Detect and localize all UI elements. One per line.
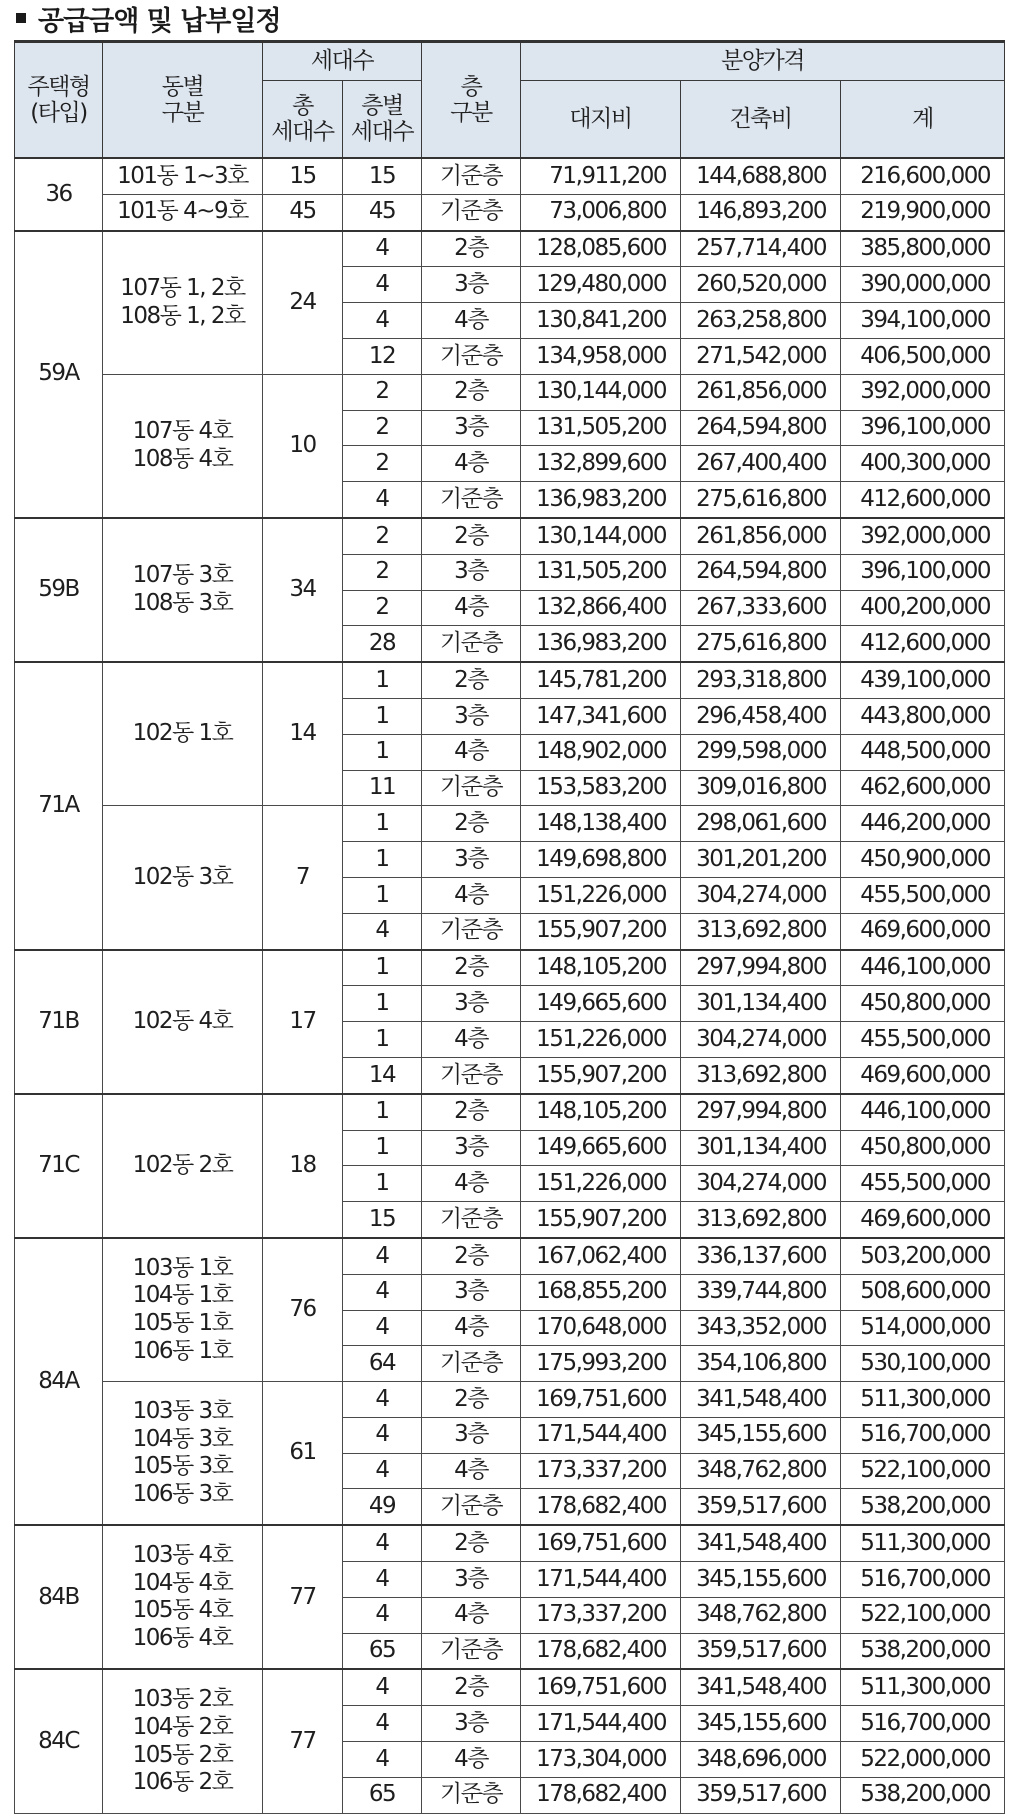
cell-total-price: 522,100,000: [841, 1597, 1005, 1633]
cell-building-cost: 339,744,800: [681, 1274, 841, 1310]
table-row: [15, 1525, 1005, 1561]
cell-land-cost: 148,105,200: [521, 950, 681, 986]
cell-building-cost: 341,548,400: [681, 1525, 841, 1561]
cell-total-households: 76: [263, 1238, 343, 1382]
cell-total-price: 450,800,000: [841, 1130, 1005, 1166]
cell-floor-households: 4: [343, 1706, 422, 1742]
cell-land-cost: 175,993,200: [521, 1346, 681, 1382]
table-row: [15, 194, 1005, 230]
cell-land-cost: 145,781,200: [521, 662, 681, 698]
cell-floor: 2층: [422, 1094, 521, 1130]
cell-land-cost: 173,337,200: [521, 1597, 681, 1633]
table-row: [15, 1382, 1005, 1418]
cell-building-cost: 341,548,400: [681, 1382, 841, 1418]
cell-land-cost: 151,226,000: [521, 1022, 681, 1058]
cell-floor: 3층: [422, 1417, 521, 1453]
cell-floor: 기준층: [422, 338, 521, 374]
cell-total-price: 511,300,000: [841, 1525, 1005, 1561]
cell-land-cost: 169,751,600: [521, 1669, 681, 1705]
cell-land-cost: 170,648,000: [521, 1310, 681, 1346]
cell-total-price: 392,000,000: [841, 374, 1005, 410]
cell-dong: 102동 2호: [103, 1094, 263, 1238]
cell-land-cost: 171,544,400: [521, 1706, 681, 1742]
cell-type: 36: [15, 158, 103, 231]
cell-floor-households: 1: [343, 662, 422, 698]
cell-floor-households: 4: [343, 231, 422, 267]
cell-floor: 2층: [422, 1525, 521, 1561]
cell-building-cost: 301,201,200: [681, 842, 841, 878]
cell-floor: 기준층: [422, 1777, 521, 1813]
cell-floor-households: 4: [343, 1453, 422, 1489]
cell-land-cost: 71,911,200: [521, 158, 681, 194]
cell-floor-households: 4: [343, 1238, 422, 1274]
cell-total-price: 455,500,000: [841, 1022, 1005, 1058]
cell-total-price: 455,500,000: [841, 1166, 1005, 1202]
cell-floor-households: 1: [343, 842, 422, 878]
cell-total-price: 439,100,000: [841, 662, 1005, 698]
cell-land-cost: 136,983,200: [521, 626, 681, 662]
cell-floor-households: 4: [343, 482, 422, 518]
cell-floor: 3층: [422, 1274, 521, 1310]
cell-floor-households: 1: [343, 877, 422, 913]
cell-floor: 3층: [422, 554, 521, 590]
cell-total-price: 443,800,000: [841, 698, 1005, 734]
cell-land-cost: 132,866,400: [521, 590, 681, 626]
cell-total-price: 448,500,000: [841, 734, 1005, 770]
cell-floor: 4층: [422, 1453, 521, 1489]
cell-total-price: 400,200,000: [841, 590, 1005, 626]
cell-building-cost: 267,400,400: [681, 446, 841, 482]
price-table: [14, 40, 1005, 1814]
cell-floor-households: 1: [343, 806, 422, 842]
cell-building-cost: 359,517,600: [681, 1777, 841, 1813]
cell-building-cost: 264,594,800: [681, 410, 841, 446]
cell-floor: 4층: [422, 877, 521, 913]
cell-floor-households: 65: [343, 1633, 422, 1669]
cell-floor-households: 14: [343, 1057, 422, 1093]
cell-building-cost: 343,352,000: [681, 1310, 841, 1346]
cell-total-price: 469,600,000: [841, 913, 1005, 949]
cell-land-cost: 178,682,400: [521, 1777, 681, 1813]
cell-floor: 4층: [422, 1597, 521, 1633]
cell-building-cost: 296,458,400: [681, 698, 841, 734]
cell-floor-households: 4: [343, 1417, 422, 1453]
cell-building-cost: 309,016,800: [681, 770, 841, 806]
cell-building-cost: 297,994,800: [681, 950, 841, 986]
cell-total-households: 7: [263, 806, 343, 950]
cell-dong: 107동 1, 2호 108동 1, 2호: [103, 231, 263, 375]
cell-floor: 3층: [422, 1130, 521, 1166]
cell-floor-households: 11: [343, 770, 422, 806]
cell-building-cost: 271,542,000: [681, 338, 841, 374]
cell-land-cost: 129,480,000: [521, 267, 681, 303]
cell-floor-households: 4: [343, 1274, 422, 1310]
cell-building-cost: 146,893,200: [681, 194, 841, 230]
cell-total-price: 530,100,000: [841, 1346, 1005, 1382]
cell-building-cost: 275,616,800: [681, 482, 841, 518]
cell-building-cost: 336,137,600: [681, 1238, 841, 1274]
cell-building-cost: 263,258,800: [681, 303, 841, 339]
table-row: [15, 158, 1005, 194]
cell-building-cost: 354,106,800: [681, 1346, 841, 1382]
table-row: [15, 231, 1005, 267]
cell-type: 84B: [15, 1525, 103, 1669]
cell-dong: 102동 3호: [103, 806, 263, 950]
cell-total-households: 10: [263, 374, 343, 518]
cell-building-cost: 301,134,400: [681, 986, 841, 1022]
cell-floor-households: 1: [343, 1094, 422, 1130]
cell-building-cost: 345,155,600: [681, 1562, 841, 1598]
section-title: [16, 0, 281, 36]
cell-floor: 3층: [422, 410, 521, 446]
cell-land-cost: 134,958,000: [521, 338, 681, 374]
cell-total-price: 508,600,000: [841, 1274, 1005, 1310]
cell-floor: 2층: [422, 662, 521, 698]
cell-total-price: 450,800,000: [841, 986, 1005, 1022]
cell-floor-households: 4: [343, 1562, 422, 1598]
cell-total-households: 77: [263, 1525, 343, 1669]
cell-land-cost: 173,304,000: [521, 1742, 681, 1778]
cell-floor: 4층: [422, 734, 521, 770]
table-row: [15, 950, 1005, 986]
cell-total-price: 516,700,000: [841, 1562, 1005, 1598]
cell-floor: 4층: [422, 1166, 521, 1202]
cell-total-households: 34: [263, 518, 343, 662]
section-title-text: 공급금액 및 납부일정: [38, 5, 281, 37]
cell-type: 59A: [15, 231, 103, 518]
cell-total-price: 455,500,000: [841, 877, 1005, 913]
cell-total-price: 522,000,000: [841, 1742, 1005, 1778]
cell-total-price: 412,600,000: [841, 482, 1005, 518]
cell-land-cost: 153,583,200: [521, 770, 681, 806]
cell-total-households: 45: [263, 194, 343, 230]
cell-land-cost: 131,505,200: [521, 554, 681, 590]
table-row: [15, 806, 1005, 842]
header-building-cost: 건축비: [681, 81, 841, 159]
cell-building-cost: 359,517,600: [681, 1633, 841, 1669]
cell-land-cost: 169,751,600: [521, 1525, 681, 1561]
cell-floor-households: 4: [343, 267, 422, 303]
cell-floor-households: 64: [343, 1346, 422, 1382]
cell-total-price: 503,200,000: [841, 1238, 1005, 1274]
header-total-price: 계: [841, 81, 1005, 159]
cell-dong: 103동 1호 104동 1호 105동 1호 106동 1호: [103, 1238, 263, 1382]
cell-building-cost: 359,517,600: [681, 1489, 841, 1525]
cell-total-price: 396,100,000: [841, 554, 1005, 590]
cell-floor-households: 2: [343, 554, 422, 590]
header-price: 분양가격: [521, 42, 1005, 81]
header-type: 주택형 (타입): [15, 42, 103, 159]
cell-floor-households: 1: [343, 698, 422, 734]
cell-type: 59B: [15, 518, 103, 662]
cell-land-cost: 149,665,600: [521, 1130, 681, 1166]
cell-floor-households: 2: [343, 446, 422, 482]
cell-total-price: 514,000,000: [841, 1310, 1005, 1346]
cell-total-price: 522,100,000: [841, 1453, 1005, 1489]
cell-building-cost: 304,274,000: [681, 1022, 841, 1058]
header-land-cost: 대지비: [521, 81, 681, 159]
cell-floor-households: 2: [343, 590, 422, 626]
cell-floor: 3층: [422, 698, 521, 734]
cell-building-cost: 264,594,800: [681, 554, 841, 590]
cell-type: 84A: [15, 1238, 103, 1525]
cell-building-cost: 304,274,000: [681, 877, 841, 913]
cell-dong: 102동 4호: [103, 950, 263, 1094]
cell-total-price: 406,500,000: [841, 338, 1005, 374]
table-row: [15, 1238, 1005, 1274]
cell-total-price: 216,600,000: [841, 158, 1005, 194]
cell-floor: 2층: [422, 1238, 521, 1274]
cell-floor: 기준층: [422, 626, 521, 662]
cell-building-cost: 298,061,600: [681, 806, 841, 842]
cell-floor: 2층: [422, 1669, 521, 1705]
cell-floor: 4층: [422, 590, 521, 626]
cell-floor: 3층: [422, 267, 521, 303]
cell-land-cost: 155,907,200: [521, 913, 681, 949]
cell-land-cost: 148,105,200: [521, 1094, 681, 1130]
cell-floor: 기준층: [422, 1346, 521, 1382]
cell-building-cost: 299,598,000: [681, 734, 841, 770]
cell-total-price: 469,600,000: [841, 1202, 1005, 1238]
table-row: [15, 662, 1005, 698]
cell-land-cost: 167,062,400: [521, 1238, 681, 1274]
cell-building-cost: 275,616,800: [681, 626, 841, 662]
cell-land-cost: 171,544,400: [521, 1417, 681, 1453]
cell-building-cost: 257,714,400: [681, 231, 841, 267]
cell-total-households: 17: [263, 950, 343, 1094]
cell-total-price: 538,200,000: [841, 1633, 1005, 1669]
cell-building-cost: 313,692,800: [681, 1202, 841, 1238]
cell-floor-households: 1: [343, 734, 422, 770]
cell-total-price: 446,100,000: [841, 1094, 1005, 1130]
table-row: [15, 1669, 1005, 1705]
cell-floor: 기준층: [422, 770, 521, 806]
table-row: [15, 1094, 1005, 1130]
cell-floor: 기준층: [422, 194, 521, 230]
cell-floor: 3층: [422, 1706, 521, 1742]
cell-building-cost: 345,155,600: [681, 1706, 841, 1742]
cell-building-cost: 261,856,000: [681, 518, 841, 554]
cell-floor: 3층: [422, 1562, 521, 1598]
cell-floor-households: 4: [343, 303, 422, 339]
cell-floor: 2층: [422, 1382, 521, 1418]
cell-building-cost: 297,994,800: [681, 1094, 841, 1130]
cell-floor-households: 1: [343, 1130, 422, 1166]
cell-land-cost: 73,006,800: [521, 194, 681, 230]
cell-land-cost: 136,983,200: [521, 482, 681, 518]
cell-building-cost: 345,155,600: [681, 1417, 841, 1453]
cell-total-price: 390,000,000: [841, 267, 1005, 303]
cell-building-cost: 267,333,600: [681, 590, 841, 626]
cell-land-cost: 147,341,600: [521, 698, 681, 734]
cell-total-price: 446,100,000: [841, 950, 1005, 986]
cell-land-cost: 173,337,200: [521, 1453, 681, 1489]
cell-land-cost: 132,899,600: [521, 446, 681, 482]
cell-building-cost: 260,520,000: [681, 267, 841, 303]
cell-floor: 기준층: [422, 482, 521, 518]
cell-floor: 4층: [422, 303, 521, 339]
cell-floor-households: 4: [343, 1310, 422, 1346]
cell-total-price: 446,200,000: [841, 806, 1005, 842]
cell-total-price: 511,300,000: [841, 1382, 1005, 1418]
cell-land-cost: 149,698,800: [521, 842, 681, 878]
cell-dong: 103동 2호 104동 2호 105동 2호 106동 2호: [103, 1669, 263, 1813]
cell-land-cost: 148,902,000: [521, 734, 681, 770]
cell-floor: 2층: [422, 231, 521, 267]
cell-total-price: 392,000,000: [841, 518, 1005, 554]
cell-type: 71A: [15, 662, 103, 949]
cell-total-price: 511,300,000: [841, 1669, 1005, 1705]
cell-dong: 102동 1호: [103, 662, 263, 806]
cell-total-price: 462,600,000: [841, 770, 1005, 806]
cell-dong: 107동 3호 108동 3호: [103, 518, 263, 662]
cell-dong: 103동 4호 104동 4호 105동 4호 106동 4호: [103, 1525, 263, 1669]
cell-total-price: 396,100,000: [841, 410, 1005, 446]
cell-total-price: 469,600,000: [841, 1057, 1005, 1093]
cell-dong: 101동 4~9호: [103, 194, 263, 230]
cell-floor: 기준층: [422, 1202, 521, 1238]
square-bullet-icon: [16, 13, 26, 23]
cell-floor-households: 2: [343, 410, 422, 446]
cell-dong: 107동 4호 108동 4호: [103, 374, 263, 518]
cell-floor: 기준층: [422, 158, 521, 194]
cell-total-price: 538,200,000: [841, 1777, 1005, 1813]
cell-total-price: 385,800,000: [841, 231, 1005, 267]
cell-building-cost: 348,762,800: [681, 1597, 841, 1633]
header-dong: 동별 구분: [103, 42, 263, 159]
cell-total-price: 450,900,000: [841, 842, 1005, 878]
cell-floor: 3층: [422, 986, 521, 1022]
cell-total-price: 516,700,000: [841, 1706, 1005, 1742]
cell-total-price: 538,200,000: [841, 1489, 1005, 1525]
cell-building-cost: 313,692,800: [681, 1057, 841, 1093]
cell-floor-households: 4: [343, 1597, 422, 1633]
cell-floor-households: 4: [343, 1742, 422, 1778]
header-total-households: 총 세대수: [263, 81, 343, 159]
cell-land-cost: 131,505,200: [521, 410, 681, 446]
cell-type: 71B: [15, 950, 103, 1094]
cell-total-households: 18: [263, 1094, 343, 1238]
cell-building-cost: 313,692,800: [681, 913, 841, 949]
cell-total-households: 14: [263, 662, 343, 806]
cell-building-cost: 293,318,800: [681, 662, 841, 698]
header-floor: 층 구분: [422, 42, 521, 159]
cell-floor-households: 12: [343, 338, 422, 374]
cell-floor: 기준층: [422, 913, 521, 949]
cell-floor: 2층: [422, 950, 521, 986]
cell-floor: 기준층: [422, 1633, 521, 1669]
cell-land-cost: 130,144,000: [521, 518, 681, 554]
cell-type: 71C: [15, 1094, 103, 1238]
cell-total-households: 61: [263, 1382, 343, 1526]
cell-building-cost: 304,274,000: [681, 1166, 841, 1202]
cell-total-price: 394,100,000: [841, 303, 1005, 339]
price-table-body: [15, 158, 1005, 1813]
cell-dong: 103동 3호 104동 3호 105동 3호 106동 3호: [103, 1382, 263, 1526]
cell-land-cost: 171,544,400: [521, 1562, 681, 1598]
cell-land-cost: 155,907,200: [521, 1057, 681, 1093]
cell-land-cost: 168,855,200: [521, 1274, 681, 1310]
cell-building-cost: 341,548,400: [681, 1669, 841, 1705]
cell-floor-households: 49: [343, 1489, 422, 1525]
cell-total-price: 400,300,000: [841, 446, 1005, 482]
cell-land-cost: 151,226,000: [521, 877, 681, 913]
cell-floor-households: 4: [343, 1382, 422, 1418]
cell-land-cost: 155,907,200: [521, 1202, 681, 1238]
cell-floor-households: 45: [343, 194, 422, 230]
cell-land-cost: 169,751,600: [521, 1382, 681, 1418]
cell-total-price: 219,900,000: [841, 194, 1005, 230]
table-row: [15, 518, 1005, 554]
cell-land-cost: 149,665,600: [521, 986, 681, 1022]
price-table-header: [15, 42, 1005, 159]
cell-building-cost: 348,762,800: [681, 1453, 841, 1489]
cell-land-cost: 128,085,600: [521, 231, 681, 267]
cell-land-cost: 178,682,400: [521, 1633, 681, 1669]
cell-floor-households: 28: [343, 626, 422, 662]
cell-land-cost: 148,138,400: [521, 806, 681, 842]
cell-floor: 4층: [422, 1310, 521, 1346]
cell-building-cost: 348,696,000: [681, 1742, 841, 1778]
cell-floor-households: 1: [343, 950, 422, 986]
cell-floor: 기준층: [422, 1489, 521, 1525]
cell-floor: 2층: [422, 518, 521, 554]
header-floor-households: 층별 세대수: [343, 81, 422, 159]
cell-dong: 101동 1~3호: [103, 158, 263, 194]
cell-building-cost: 261,856,000: [681, 374, 841, 410]
cell-building-cost: 301,134,400: [681, 1130, 841, 1166]
cell-total-price: 516,700,000: [841, 1417, 1005, 1453]
cell-total-price: 412,600,000: [841, 626, 1005, 662]
cell-land-cost: 130,144,000: [521, 374, 681, 410]
table-row: [15, 374, 1005, 410]
cell-floor: 2층: [422, 374, 521, 410]
cell-floor-households: 65: [343, 1777, 422, 1813]
cell-building-cost: 144,688,800: [681, 158, 841, 194]
cell-floor-households: 4: [343, 913, 422, 949]
cell-floor-households: 1: [343, 986, 422, 1022]
cell-floor-households: 1: [343, 1166, 422, 1202]
cell-floor: 3층: [422, 842, 521, 878]
cell-floor-households: 4: [343, 1525, 422, 1561]
cell-floor: 기준층: [422, 1057, 521, 1093]
cell-floor: 4층: [422, 1022, 521, 1058]
header-households: 세대수: [263, 42, 422, 81]
cell-land-cost: 151,226,000: [521, 1166, 681, 1202]
cell-land-cost: 130,841,200: [521, 303, 681, 339]
cell-total-households: 24: [263, 231, 343, 375]
cell-floor: 2층: [422, 806, 521, 842]
cell-floor-households: 4: [343, 1669, 422, 1705]
cell-floor-households: 2: [343, 518, 422, 554]
cell-land-cost: 178,682,400: [521, 1489, 681, 1525]
cell-floor-households: 1: [343, 1022, 422, 1058]
cell-floor-households: 15: [343, 158, 422, 194]
cell-floor: 4층: [422, 446, 521, 482]
cell-total-households: 77: [263, 1669, 343, 1813]
cell-floor: 4층: [422, 1742, 521, 1778]
cell-total-households: 15: [263, 158, 343, 194]
cell-type: 84C: [15, 1669, 103, 1813]
cell-floor-households: 15: [343, 1202, 422, 1238]
cell-floor-households: 2: [343, 374, 422, 410]
